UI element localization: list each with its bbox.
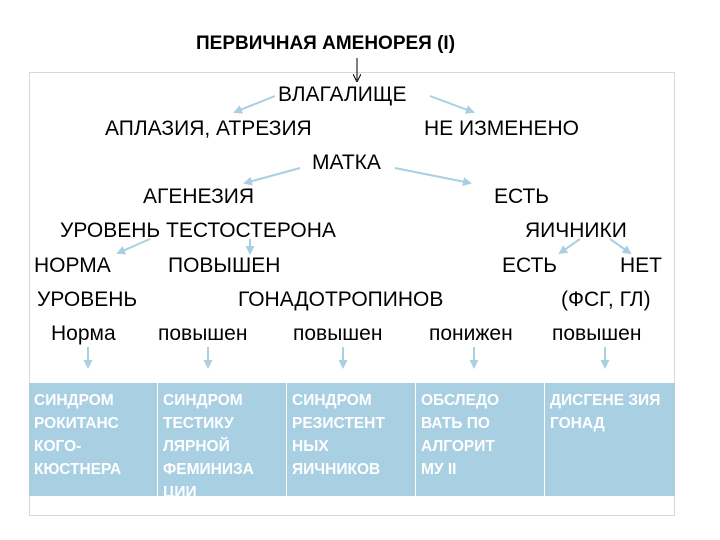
- gonadotropin-high-1: повышен: [158, 322, 248, 345]
- gonadotropin-low: понижен: [429, 322, 513, 345]
- diagram-title: ПЕРВИЧНАЯ АМЕНОРЕЯ (I): [196, 33, 456, 54]
- node-testosterone-high: ПОВЫШЕН: [168, 254, 281, 277]
- node-aplasia-atresia: АПЛАЗИЯ, АТРЕЗИЯ: [105, 117, 312, 140]
- node-testosterone-level: УРОВЕНЬ ТЕСТОСТЕРОНА: [60, 219, 336, 242]
- outcome-text-1: СИНДРОМ РОКИТАНС КОГО- КЮСТНЕРА: [34, 392, 122, 478]
- outcome-box-rokitansky: [29, 383, 157, 496]
- gonadotropin-high-2: повышен: [293, 322, 383, 345]
- node-testosterone-normal: НОРМА: [34, 254, 111, 277]
- outcome-text-3: СИНДРОМ РЕЗИСТЕНТ НЫХ ЯИЧНИКОВ: [292, 392, 385, 478]
- outcome-box-testicular-feminization: [158, 383, 286, 501]
- outcome-text-5: ДИСГЕНЕ ЗИЯ ГОНАД: [550, 392, 661, 432]
- node-vagina-unchanged: НЕ ИЗМЕНЕНО: [424, 117, 579, 140]
- label-gonadotropins: ГОНАДОТРОПИНОВ: [238, 288, 444, 311]
- node-uterus: МАТКА: [312, 151, 381, 174]
- node-ovaries-absent: НЕТ: [620, 254, 662, 277]
- node-agenesis: АГЕНЕЗИЯ: [143, 185, 255, 208]
- outcome-box-algorithm-ii: [416, 383, 544, 496]
- arrow-uterus-agenesis: [245, 168, 300, 183]
- arrow-uterus-present: [395, 168, 470, 183]
- node-ovaries-present: ЕСТЬ: [502, 254, 558, 277]
- gonadotropin-high-3: повышен: [552, 322, 642, 345]
- label-level: УРОВЕНЬ: [37, 288, 138, 311]
- outcome-text-4: ОБСЛЕДО ВАТЬ ПО АЛГОРИТ МУ II: [421, 392, 500, 478]
- outcome-box-gonadal-dysgenesis: [545, 383, 675, 496]
- gonadotropin-normal: Норма: [51, 322, 116, 345]
- arrow-vagina-normal: [430, 96, 473, 112]
- node-ovaries: ЯИЧНИКИ: [525, 219, 627, 242]
- label-fsh-lh: (ФСГ, ГЛ): [561, 288, 651, 311]
- outcome-text-2: СИНДРОМ ТЕСТИКУ ЛЯРНОЙ ФЕМИНИЗА ЦИИ: [163, 392, 254, 501]
- node-uterus-present: ЕСТЬ: [494, 185, 550, 208]
- arrow-vagina-aplasia: [235, 96, 275, 112]
- node-vagina: ВЛАГАЛИЩЕ: [278, 83, 407, 106]
- outcome-box-resistant-ovaries: [287, 383, 415, 496]
